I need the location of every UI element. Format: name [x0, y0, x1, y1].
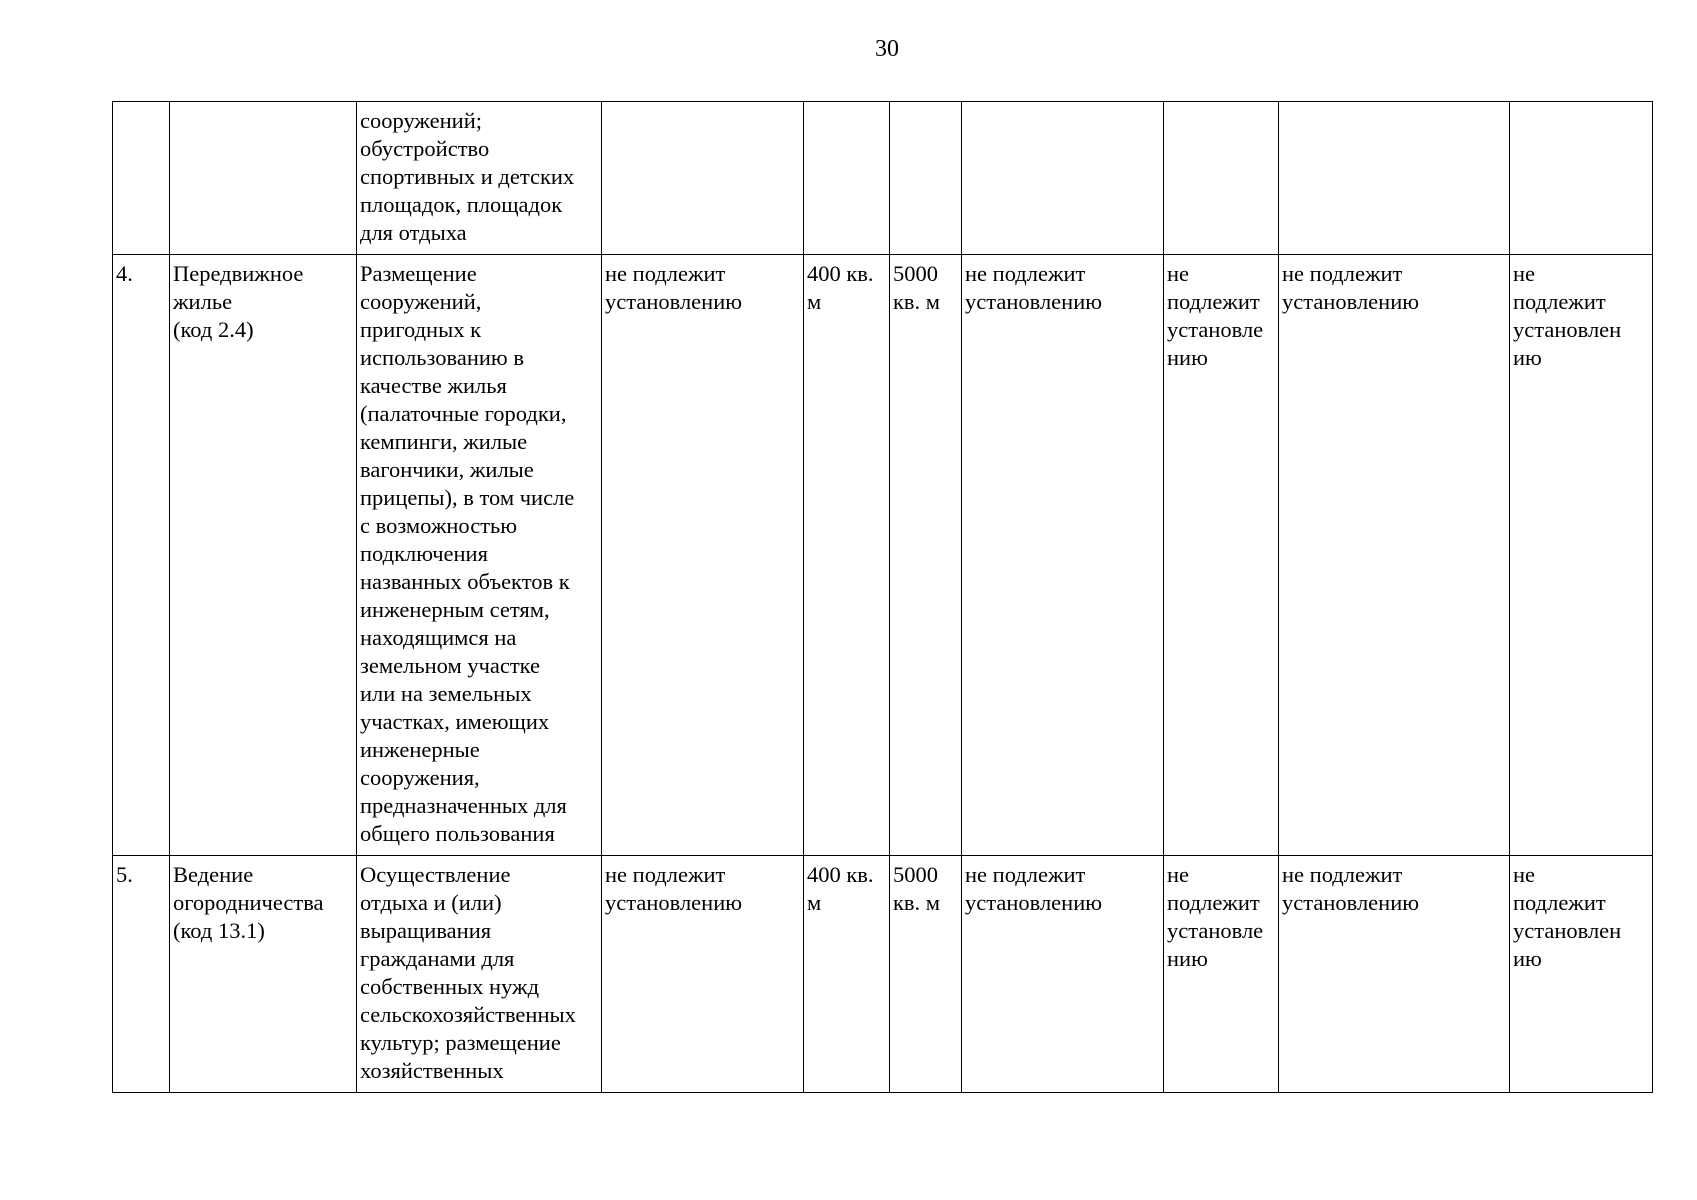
cell-min-area: 400 кв. м	[804, 255, 890, 856]
cell-min-area: 400 кв. м	[804, 856, 890, 1093]
cell-description: Осуществление отдыха и (или) выращивания гражданами для собственных нужд сельскохозяйственных культур; размещение хозяйственных	[357, 856, 602, 1093]
table-row	[113, 856, 1653, 1093]
cell-param-4: не подлежит установлению	[962, 856, 1164, 1093]
cell-param-7	[1510, 102, 1653, 255]
table-row	[113, 255, 1653, 856]
cell-param-7: не подлежит установлен ию	[1510, 856, 1653, 1093]
cell-number: 5.	[113, 856, 170, 1093]
cell-param-7: не подлежит установлен ию	[1510, 255, 1653, 856]
cell-number: 4.	[113, 255, 170, 856]
cell-use-type: Передвижное жилье (код 2.4)	[170, 255, 357, 856]
cell-max-area: 5000 кв. м	[890, 856, 962, 1093]
cell-param-5: не подлежит установле нию	[1164, 255, 1279, 856]
cell-max-area	[890, 102, 962, 255]
cell-param-5: не подлежит установле нию	[1164, 856, 1279, 1093]
land-use-table	[112, 101, 1653, 1093]
cell-param-5	[1164, 102, 1279, 255]
cell-description: сооружений; обустройство спортивных и детских площадок, площадок для отдыха	[357, 102, 602, 255]
cell-param-4	[962, 102, 1164, 255]
page-number: 30	[875, 36, 899, 62]
cell-param-1: не подлежит установлению	[602, 856, 804, 1093]
cell-use-type	[170, 102, 357, 255]
table-row	[113, 102, 1653, 255]
cell-param-6: не подлежит установлению	[1279, 255, 1510, 856]
cell-param-1	[602, 102, 804, 255]
cell-min-area	[804, 102, 890, 255]
cell-max-area: 5000 кв. м	[890, 255, 962, 856]
cell-description: Размещение сооружений, пригодных к использованию в качестве жилья (палаточные городки, кемпинги, жилые вагончики, жилые прицепы), в том числе с возможностью подключения названных объектов к инженерным сетям, находящимся на земельном участке или на земельных участках, имеющих инженерные сооружения, предназначенных для общего пользования	[357, 255, 602, 856]
cell-param-6	[1279, 102, 1510, 255]
cell-number	[113, 102, 170, 255]
cell-param-6: не подлежит установлению	[1279, 856, 1510, 1093]
cell-param-1: не подлежит установлению	[602, 255, 804, 856]
cell-use-type: Ведение огородничества (код 13.1)	[170, 856, 357, 1093]
cell-param-4: не подлежит установлению	[962, 255, 1164, 856]
